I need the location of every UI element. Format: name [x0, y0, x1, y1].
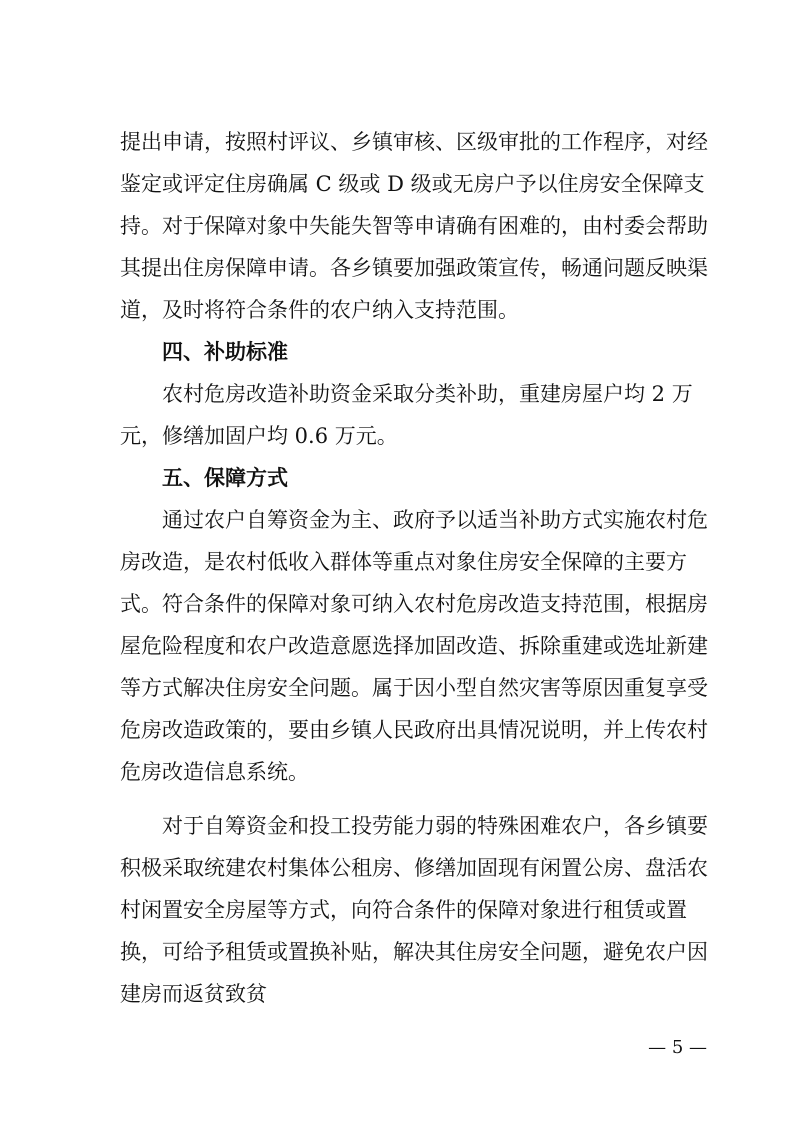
page-number: — 5 — — [648, 1037, 707, 1058]
paragraph-guarantee-method — [120, 499, 714, 793]
paragraph-application-process — [120, 121, 714, 331]
text-line: 农村危房改造补助资金采取分类补助，重建房屋户均 2 万 — [162, 382, 693, 406]
document-body — [120, 121, 714, 1015]
text-line: 房改造，是农村低收入群体等重点对象住房安全保障的主要方 — [120, 550, 687, 574]
text-line: 通过农户自筹资金为主、政府予以适当补助方式实施农村危 — [162, 508, 708, 532]
text-line: 危房改造政策的，要由乡镇人民政府出具情况说明，并上传农村 — [120, 718, 708, 742]
paragraph-spacing — [120, 793, 714, 805]
text-line: 其提出住房保障申请。各乡镇要加强政策宣传，畅通问题反映渠 — [120, 256, 708, 280]
text-line: 提出申请，按照村评议、乡镇审核、区级审批的工作程序，对经 — [120, 130, 708, 154]
text-line: 元，修缮加固户均 0.6 万元。 — [120, 424, 398, 448]
text-line: 道，及时将符合条件的农户纳入支持范围。 — [120, 298, 519, 322]
text-line: 式。符合条件的保障对象可纳入农村危房改造支持范围，根据房 — [120, 592, 708, 616]
text-line: 建房而返贫致贫 — [120, 982, 267, 1006]
text-line: 鉴定或评定住房确属 C 级或 D 级或无房户予以住房安全保障支 — [120, 172, 705, 196]
section-heading-guarantee-method: 五、保障方式 — [162, 466, 288, 490]
text-line: 持。对于保障对象中失能失智等申请确有困难的，由村委会帮助 — [120, 214, 708, 238]
paragraph-subsidy-standard — [120, 373, 714, 457]
text-line: 对于自筹资金和投工投劳能力弱的特殊困难农户，各乡镇要 — [162, 814, 708, 838]
text-line: 屋危险程度和农户改造意愿选择加固改造、拆除重建或选址新建 — [120, 634, 708, 658]
text-line: 积极采取统建农村集体公租房、修缮加固现有闲置公房、盘活农 — [120, 856, 708, 880]
text-line: 换，可给予租赁或置换补贴，解决其住房安全问题，避免农户因 — [120, 940, 708, 964]
text-line: 危房改造信息系统。 — [120, 760, 309, 784]
text-line: 村闲置安全房屋等方式，向符合条件的保障对象进行租赁或置 — [120, 898, 687, 922]
section-heading-subsidy-standard: 四、补助标准 — [162, 340, 288, 364]
paragraph-special-hardship — [120, 805, 714, 1015]
text-line: 等方式解决住房安全问题。属于因小型自然灾害等原因重复享受 — [120, 676, 708, 700]
